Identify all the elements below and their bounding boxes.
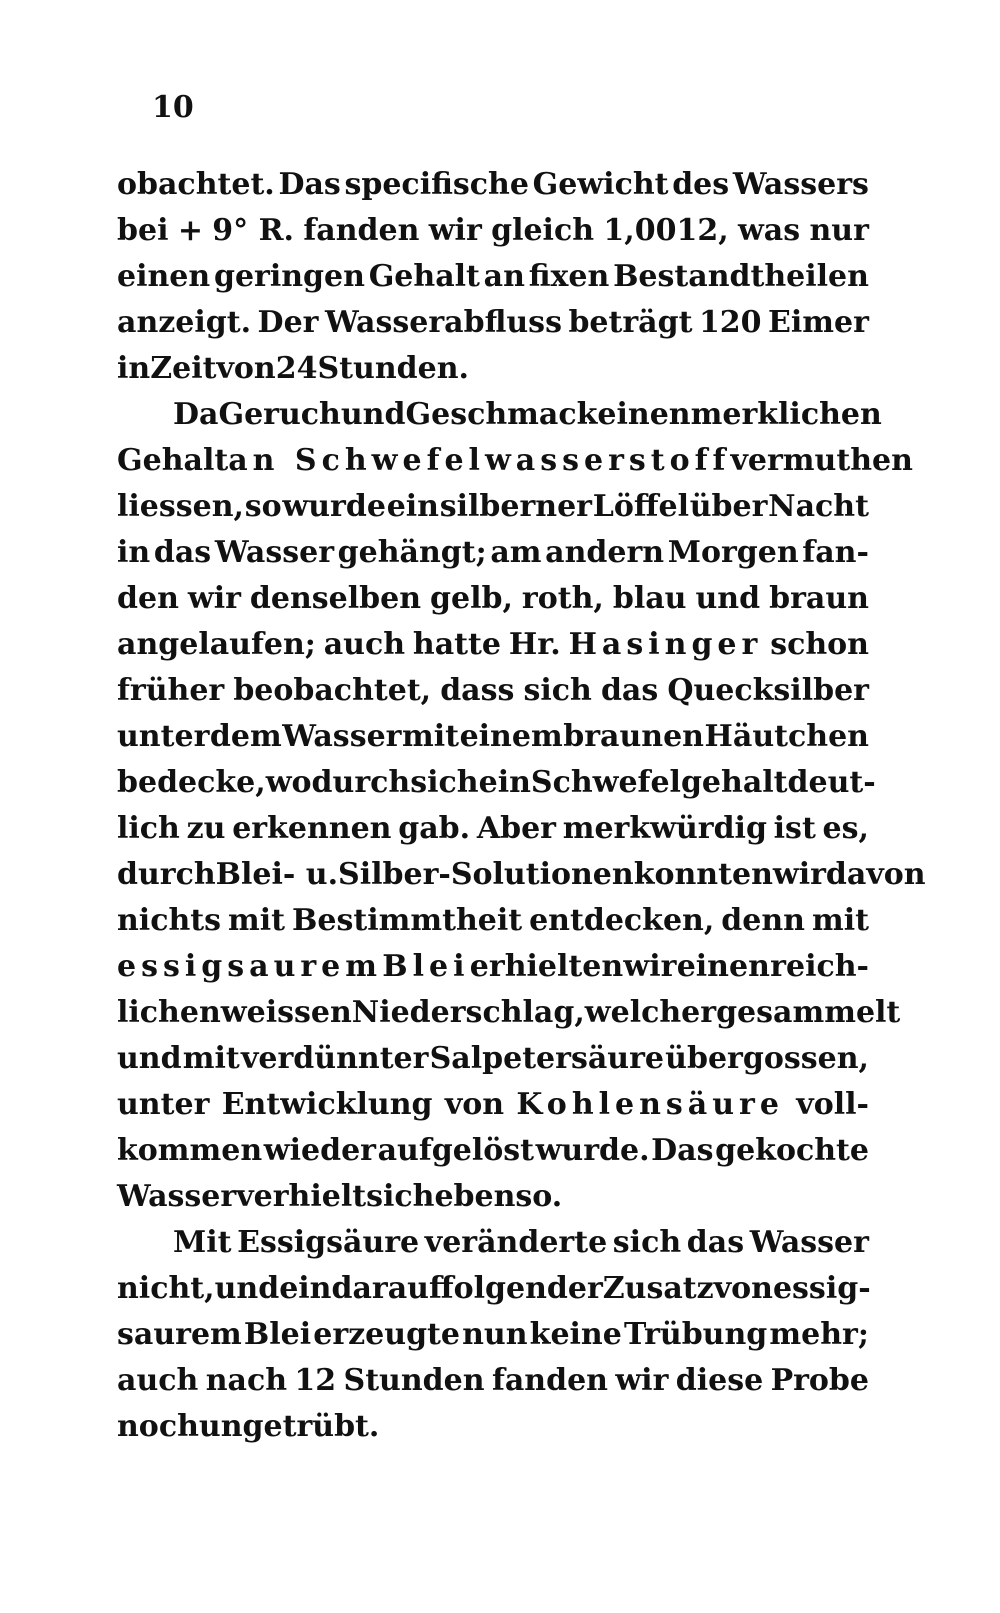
text-line (117, 162, 869, 208)
word: erhielten (469, 949, 624, 984)
word: ein (279, 1271, 332, 1306)
word: nun (462, 1317, 528, 1352)
word: gehängt; (337, 535, 487, 570)
word: 120 (698, 305, 762, 340)
word: braun (769, 581, 869, 616)
word: lichen (117, 995, 221, 1030)
word: und (340, 397, 406, 432)
word: am (490, 535, 542, 570)
word: ist (773, 811, 816, 846)
word: konnten (633, 857, 773, 892)
word: Schwefelgehalt (530, 765, 788, 800)
word: sich (366, 1179, 435, 1214)
word: was (737, 213, 801, 248)
word: von (713, 1271, 773, 1306)
word: von (444, 1087, 505, 1122)
word: von (216, 351, 276, 386)
word: Hasinger (568, 627, 763, 662)
word: keine (529, 1317, 622, 1352)
word: kommen (117, 1133, 263, 1168)
word: Bestandtheilen (613, 259, 869, 294)
word: wir (428, 213, 482, 248)
word: Mit (173, 1225, 232, 1260)
word: beobachtet, (233, 673, 432, 708)
text-line (117, 944, 869, 990)
word: beträgt (568, 305, 693, 340)
text-line (117, 484, 869, 530)
word: Gehalt (368, 259, 480, 294)
word: deut- (787, 765, 876, 800)
word: fanden (491, 1363, 608, 1398)
page-number: 10 (152, 90, 194, 125)
word: blau (612, 581, 687, 616)
word: mit (228, 903, 286, 938)
text-line (117, 990, 901, 1036)
word: Blei (382, 949, 470, 984)
text-line (117, 530, 869, 576)
word: anzeigt. (117, 305, 252, 340)
word: Wasser (214, 535, 335, 570)
word: gelb, (430, 581, 513, 616)
word: andern (545, 535, 665, 570)
word: in (117, 351, 151, 386)
word: und (695, 581, 761, 616)
word: an Schwefelwasserstoff (228, 443, 731, 478)
word: gleich (491, 213, 595, 248)
word: verhielt (236, 1179, 367, 1214)
word: fanden (303, 213, 420, 248)
word: Aber (476, 811, 556, 846)
word: noch (117, 1409, 199, 1444)
word: fan- (802, 535, 869, 570)
word: merkwürdig (562, 811, 767, 846)
word: Probe (770, 1363, 869, 1398)
word: 24 (275, 351, 318, 386)
word: Zeit (150, 351, 217, 386)
word: reich- (770, 949, 869, 984)
text-line (117, 208, 869, 254)
word: wurde (282, 489, 386, 524)
word: Entwicklung (221, 1087, 433, 1122)
word: Wasserabfluss (324, 305, 562, 340)
word: den (117, 581, 179, 616)
word: und (214, 1271, 280, 1306)
word: wodurch (265, 765, 411, 800)
word: denn (721, 903, 805, 938)
word: wurde. (535, 1133, 650, 1168)
word: dass (440, 673, 515, 708)
word: mit (811, 903, 869, 938)
text-line (117, 254, 869, 300)
word: obachtet. (117, 167, 275, 202)
word: angelaufen; (117, 627, 316, 662)
word: veränderte (424, 1225, 608, 1260)
word: Da (173, 397, 219, 432)
word: roth, (521, 581, 604, 616)
word: braunen (563, 719, 704, 754)
text-line (117, 1128, 869, 1174)
word: liessen, (117, 489, 245, 524)
word: Trübung (623, 1317, 768, 1352)
text-line (117, 1312, 869, 1358)
word: mehr; (769, 1317, 869, 1352)
text-line (117, 300, 869, 346)
word: welcher (584, 995, 717, 1030)
word: gekochte (715, 1133, 869, 1168)
text-line (117, 898, 869, 944)
text-line (117, 1082, 869, 1128)
word: einen (117, 259, 211, 294)
word: ein (478, 765, 531, 800)
word: über (689, 489, 768, 524)
word: saurem (117, 1317, 242, 1352)
word: Zusatz (602, 1271, 714, 1306)
word: Geruch (218, 397, 341, 432)
word: wir (187, 581, 241, 616)
word: nichts (117, 903, 222, 938)
word: wir (623, 949, 677, 984)
word: nach (205, 1363, 288, 1398)
word: wieder (263, 1133, 376, 1168)
word: Löffel (592, 489, 689, 524)
word: merklichen (690, 397, 882, 432)
word: essig- (772, 1271, 871, 1306)
word: wir (615, 1363, 669, 1398)
word: lich (117, 811, 180, 846)
word: das (600, 673, 659, 708)
word: voll- (796, 1087, 869, 1122)
word: sich (410, 765, 479, 800)
text-line (117, 346, 869, 392)
word: Nacht (768, 489, 869, 524)
text-line (117, 622, 869, 668)
word: hatte (412, 627, 501, 662)
word: fixen (528, 259, 610, 294)
word: Wasser (117, 1179, 237, 1214)
text-line (117, 852, 926, 898)
text-line (117, 1036, 869, 1082)
word: des (672, 167, 730, 202)
word: essigsaurem (117, 949, 383, 984)
word: Das (278, 167, 341, 202)
word: erkennen (232, 811, 392, 846)
word: in (117, 535, 151, 570)
word: 12 (294, 1363, 337, 1398)
word: aufgelöst (377, 1133, 534, 1168)
word: eben (434, 1179, 516, 1214)
body-text (117, 162, 926, 1450)
word: Gewicht (532, 167, 669, 202)
word: Geschmack (405, 397, 598, 432)
word: Der (257, 305, 319, 340)
word: unter (117, 1087, 210, 1122)
word: sich (523, 673, 592, 708)
text-line (117, 668, 869, 714)
word: Essigsäure (237, 1225, 420, 1260)
text-line (117, 1220, 869, 1266)
word: darauffolgender (331, 1271, 603, 1306)
word: erzeugte (313, 1317, 460, 1352)
word: einen (597, 397, 691, 432)
word: entdecken, (529, 903, 715, 938)
text-line (117, 576, 869, 622)
word: 9° R. (212, 213, 294, 248)
word: Häutchen (704, 719, 869, 754)
word: Bestimmtheit (292, 903, 523, 938)
text-line (117, 438, 913, 484)
word: auch (323, 627, 406, 662)
word: diese (675, 1363, 764, 1398)
text-line (117, 1174, 869, 1220)
word: mit (182, 1041, 240, 1076)
word: ein (386, 489, 439, 524)
word: Morgen (667, 535, 799, 570)
word: so. (515, 1179, 563, 1214)
word: vermuthen (730, 443, 913, 478)
word: übergossen, (665, 1041, 869, 1076)
word: früher (117, 673, 225, 708)
word: schon (770, 627, 869, 662)
word: nur (809, 213, 869, 248)
word: wir (772, 857, 826, 892)
word: + (177, 213, 203, 248)
word: Kohlensäure (516, 1087, 784, 1122)
word: Das (651, 1133, 714, 1168)
word: und (117, 1041, 182, 1076)
word: einen (676, 949, 770, 984)
text-line (117, 806, 869, 852)
word: dem (209, 719, 282, 754)
word: bei (117, 213, 169, 248)
word: Blei (243, 1317, 312, 1352)
word: denselben (249, 581, 422, 616)
word: das (153, 535, 212, 570)
text-line (117, 1266, 869, 1312)
word: Hr. (508, 627, 561, 662)
word: Wasser (282, 719, 402, 754)
text-line (117, 1358, 869, 1404)
word: gesammelt (716, 995, 901, 1030)
word: Stunden. (317, 351, 469, 386)
word: 1,0012, (603, 213, 729, 248)
word: silberner (439, 489, 592, 524)
word: es, (822, 811, 869, 846)
word: das (686, 1225, 745, 1260)
word: Quecksilber (667, 673, 869, 708)
word: bedecke, (117, 765, 266, 800)
word: sich (612, 1225, 682, 1260)
word: Niederschlag, (351, 995, 585, 1030)
word: einem (459, 719, 563, 754)
word: an (483, 259, 525, 294)
word: unter (117, 719, 210, 754)
word: Eimer (768, 305, 869, 340)
word: geringen (213, 259, 365, 294)
word: specifische (344, 167, 529, 202)
word: nicht, (117, 1271, 215, 1306)
text-line (117, 392, 882, 438)
word: zu (186, 811, 226, 846)
text-line (117, 1404, 869, 1450)
word: Wasser (749, 1225, 869, 1260)
word: mit (402, 719, 460, 754)
word: Wassers (732, 167, 869, 202)
word: durch (117, 857, 216, 892)
word: davon (825, 857, 926, 892)
word: auch (117, 1363, 199, 1398)
word: Salpetersäure (429, 1041, 664, 1076)
word: verdünnter (240, 1041, 429, 1076)
word: Stunden (343, 1363, 485, 1398)
word: so (244, 489, 282, 524)
word: gab. (398, 811, 471, 846)
text-line (117, 714, 869, 760)
text-line (117, 760, 876, 806)
word: ungetrübt. (198, 1409, 380, 1444)
word: weissen (220, 995, 352, 1030)
word: Blei- u.Silber-Solutionen (215, 857, 634, 892)
word: Gehalt (117, 443, 229, 478)
